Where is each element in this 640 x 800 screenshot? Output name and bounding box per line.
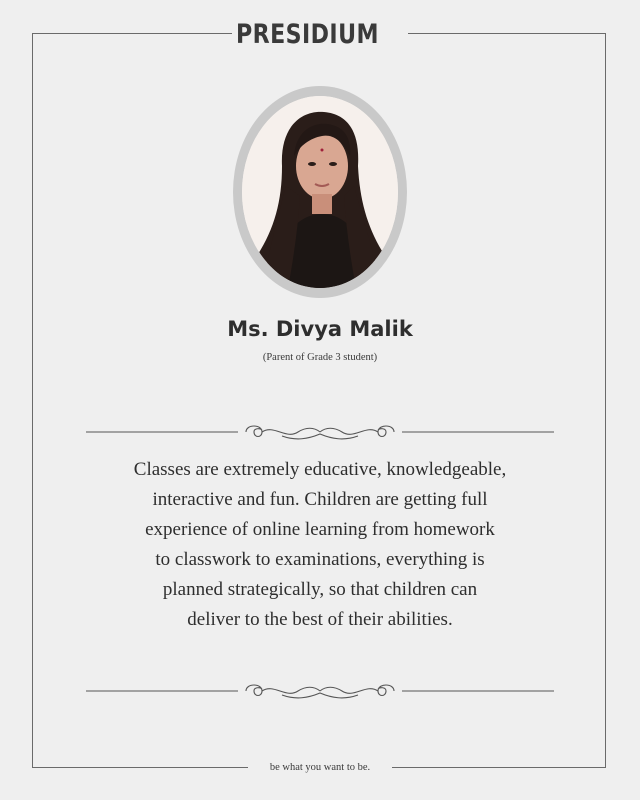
testimonial-line: deliver to the best of their abilities.: [187, 609, 453, 630]
portrait-photo: [242, 96, 398, 288]
person-name: Ms. Divya Malik: [227, 317, 413, 341]
brand-logo: [232, 14, 408, 54]
testimonial-line: to classwork to examinations, everything is: [155, 549, 485, 570]
brand-name: PRESIDIUM: [235, 18, 379, 50]
testimonial-text: [60, 455, 580, 635]
footer-tagline: be what you want to be.: [248, 759, 392, 777]
ornament-divider-bottom: [86, 680, 554, 702]
testimonial-line: Classes are extremely educative, knowledgeable,: [133, 459, 507, 480]
ornament-divider-top: [86, 421, 554, 443]
testimonial-line: interactive and fun. Children are getting full: [152, 489, 488, 510]
portrait-frame: [233, 86, 407, 298]
testimonial-line: planned strategically, so that children can: [162, 579, 478, 600]
person-role: (Parent of Grade 3 student): [262, 352, 378, 363]
testimonial-line: experience of online learning from homework: [145, 519, 495, 540]
